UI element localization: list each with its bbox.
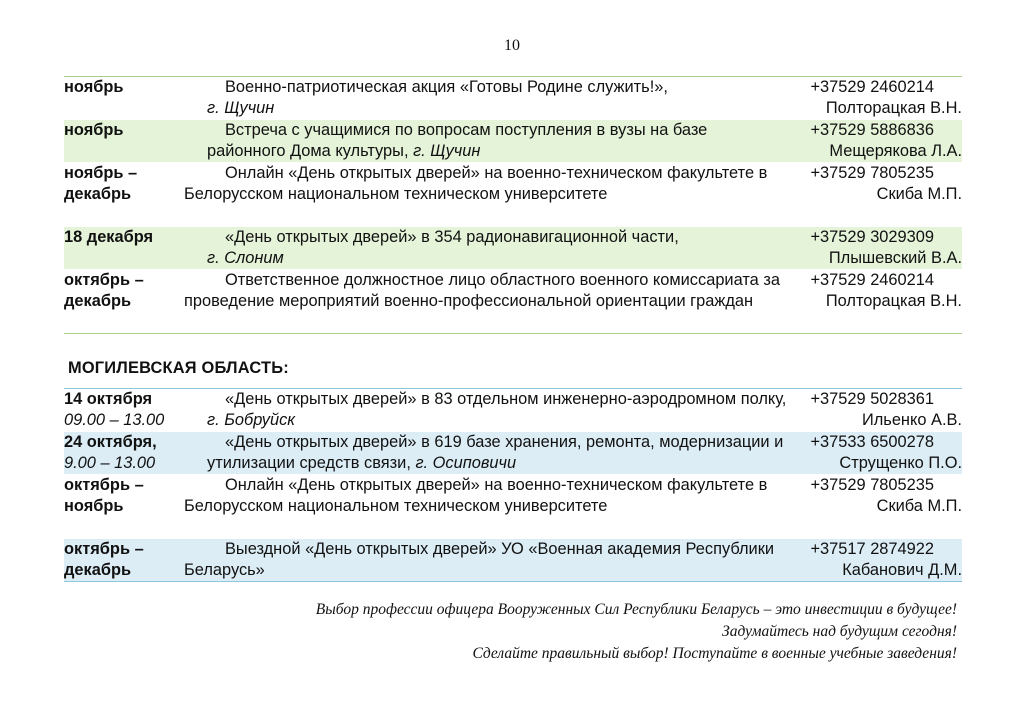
event-city: г. Осиповичи bbox=[415, 454, 517, 472]
table-row bbox=[64, 119, 962, 162]
event-date: 24 октября, 9.00 – 13.00 bbox=[64, 432, 207, 474]
event-time: 09.00 – 13.00 bbox=[64, 411, 165, 429]
contact-phone: +37517 2874922 bbox=[810, 540, 934, 558]
event-date: ноябрь – декабрь bbox=[64, 164, 138, 203]
contact-phone: +37533 6500278 bbox=[810, 433, 934, 451]
contact-phone: +37529 5028361 bbox=[810, 390, 934, 408]
event-contact bbox=[787, 163, 962, 226]
grodno-events-table bbox=[64, 76, 962, 334]
event-date: 14 октября 09.00 – 13.00 bbox=[64, 389, 207, 431]
table-row bbox=[64, 269, 962, 333]
page-number: 10 bbox=[504, 37, 520, 54]
event-contact bbox=[787, 227, 962, 269]
table-row bbox=[64, 226, 962, 269]
event-city: г. Слоним bbox=[207, 249, 284, 267]
table-row bbox=[64, 474, 962, 538]
event-description: «День открытых дверей» в 619 базе хранения, ремонта, модернизации и утилизации средств связи, г. Осиповичи bbox=[207, 433, 784, 472]
contact-person: Скиба М.П. bbox=[876, 185, 962, 203]
table-row bbox=[64, 77, 962, 119]
contact-phone: +37529 3029309 bbox=[810, 228, 934, 246]
event-date: октябрь – декабрь bbox=[64, 540, 144, 579]
event-description: Онлайн «День открытых дверей» на военно-техническом факультете в Белорусском национальном техническом университете bbox=[184, 164, 768, 203]
contact-person: Кабанович Д.М. bbox=[842, 561, 962, 579]
event-city: г. Щучин bbox=[207, 99, 275, 117]
contact-person: Мещерякова Л.А. bbox=[829, 142, 962, 160]
contact-person: Полторацкая В.Н. bbox=[825, 292, 962, 310]
event-date: октябрь – декабрь bbox=[64, 271, 144, 310]
footer-line: Выбор профессии офицера Вооруженных Сил Республики Беларусь – это инвестиции в будущее! bbox=[315, 601, 957, 618]
event-contact bbox=[787, 475, 962, 538]
contact-person: Ильенко А.В. bbox=[861, 411, 962, 429]
contact-person: Струщенко П.О. bbox=[839, 454, 962, 472]
footer-slogan bbox=[316, 599, 957, 665]
event-contact bbox=[787, 389, 962, 431]
table-row bbox=[64, 389, 962, 431]
event-city: г. Бобруйск bbox=[207, 411, 296, 429]
contact-phone: +37529 2460214 bbox=[810, 271, 934, 289]
contact-phone: +37529 7805235 bbox=[810, 164, 934, 182]
contact-person: Полторацкая В.Н. bbox=[825, 99, 962, 117]
footer-line: Сделайте правильный выбор! Поступайте в военные учебные заведения! bbox=[472, 645, 957, 662]
event-description: Военно-патриотическая акция «Готовы Родине служить!», г. Щучин bbox=[207, 78, 668, 117]
event-description: Онлайн «День открытых дверей» на военно-техническом факультете в Белорусском национальном техническом университете bbox=[184, 476, 768, 515]
event-contact bbox=[787, 120, 962, 162]
event-description: «День открытых дверей» в 83 отдельном инженерно-аэродромном полку, г. Бобруйск bbox=[207, 390, 787, 429]
contact-person: Плышевский В.А. bbox=[828, 249, 962, 267]
event-description: Ответственное должностное лицо областного военного комиссариата за проведение мероприятий военно-профессиональной ориентации граждан bbox=[184, 271, 780, 310]
table-row bbox=[64, 431, 962, 474]
event-contact bbox=[787, 432, 962, 474]
event-description: Встреча с учащимися по вопросам поступления в вузы на базе районного Дома культуры, г. Щучин bbox=[207, 121, 708, 160]
event-description: Выездной «День открытых дверей» УО «Военная академия Республики Беларусь» bbox=[184, 540, 775, 579]
contact-phone: +37529 7805235 bbox=[810, 476, 934, 494]
table-row bbox=[64, 538, 962, 581]
event-contact bbox=[787, 539, 962, 581]
event-contact bbox=[787, 77, 962, 119]
event-date: 18 декабря bbox=[64, 228, 154, 246]
event-time: 9.00 – 13.00 bbox=[64, 454, 156, 472]
table-row bbox=[64, 162, 962, 226]
event-date: октябрь – ноябрь bbox=[64, 476, 144, 515]
event-date: ноябрь bbox=[64, 121, 124, 139]
contact-phone: +37529 5886836 bbox=[810, 121, 934, 139]
footer-line: Задумайтесь над будущим сегодня! bbox=[722, 623, 957, 640]
contact-person: Скиба М.П. bbox=[876, 497, 962, 515]
mogilev-events-table bbox=[64, 388, 962, 582]
event-contact bbox=[787, 270, 962, 333]
contact-phone: +37529 2460214 bbox=[810, 78, 934, 96]
event-description: «День открытых дверей» в 354 радионавигационной части, г. Слоним bbox=[207, 228, 679, 267]
section-heading: МОГИЛЕВСКАЯ ОБЛАСТЬ: bbox=[68, 359, 289, 377]
event-date: ноябрь bbox=[64, 78, 124, 96]
event-city: г. Щучин bbox=[413, 142, 481, 160]
